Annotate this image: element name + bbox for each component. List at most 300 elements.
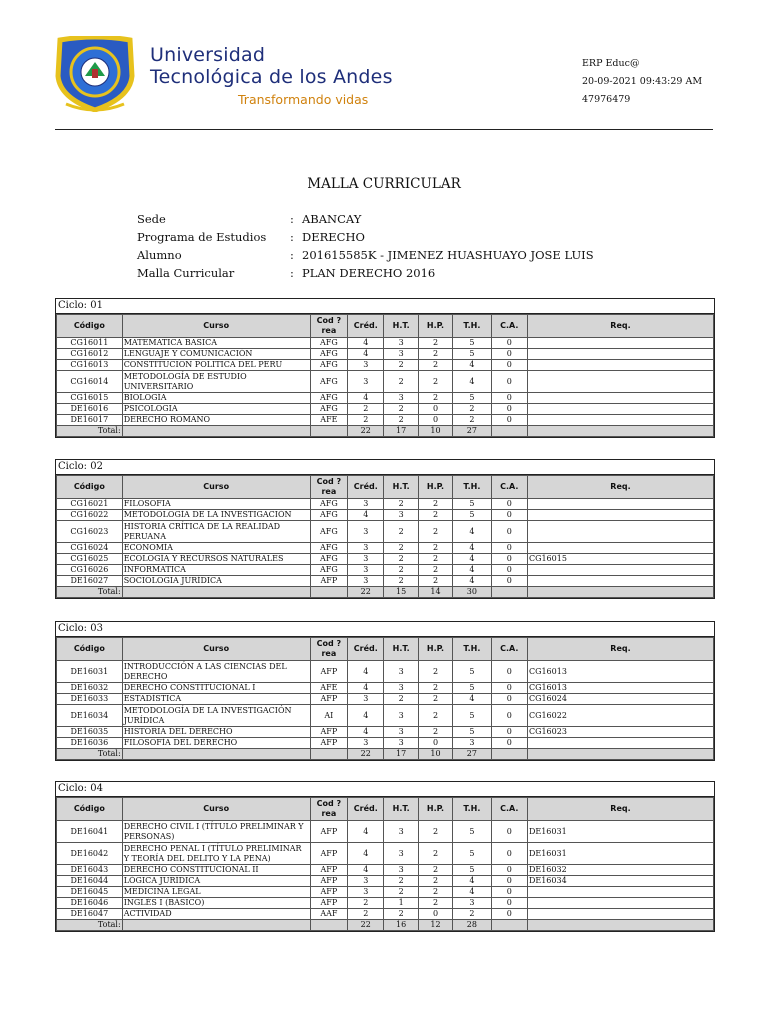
table-row <box>57 661 714 683</box>
table-cell: AI <box>310 705 347 727</box>
print-datetime: 20-09-2021 09:43:29 AM <box>582 76 703 87</box>
info-label: Malla Curricular <box>137 266 235 280</box>
table-cell <box>527 887 713 898</box>
table-cell: ESTADÍSTICA <box>122 694 310 705</box>
table-cell: DE16031 <box>57 661 123 683</box>
total-empty-cell <box>122 426 310 437</box>
table-row <box>57 876 714 887</box>
table-cell: 3 <box>384 349 418 360</box>
column-header: Código <box>57 315 123 338</box>
ciclo-section <box>55 459 715 599</box>
info-value: PLAN DERECHO 2016 <box>302 266 436 280</box>
table-cell: 0 <box>418 415 452 426</box>
table-cell: 2 <box>384 887 418 898</box>
table-cell: 2 <box>418 543 452 554</box>
table-row <box>57 415 714 426</box>
table-cell: 2 <box>348 909 384 920</box>
table-cell <box>527 415 713 426</box>
table-cell: AFG <box>310 565 347 576</box>
total-empty-cell <box>310 426 347 437</box>
table-cell: 3 <box>348 694 384 705</box>
table-cell: AFG <box>310 521 347 543</box>
column-header: T.H. <box>453 638 491 661</box>
table-cell: 2 <box>348 415 384 426</box>
column-header: Req. <box>527 638 713 661</box>
column-header: H.T. <box>384 638 418 661</box>
table-cell: 3 <box>348 738 384 749</box>
table-cell: AFG <box>310 499 347 510</box>
table-cell: 5 <box>453 499 491 510</box>
total-empty-cell <box>122 587 310 598</box>
table-cell: 3 <box>348 554 384 565</box>
brand-block <box>150 44 393 107</box>
total-empty-cell <box>491 587 527 598</box>
table-cell: 4 <box>348 393 384 404</box>
table-cell: 2 <box>418 371 452 393</box>
table-cell: 5 <box>453 727 491 738</box>
table-cell <box>527 521 713 543</box>
table-cell: 2 <box>418 705 452 727</box>
table-row <box>57 404 714 415</box>
column-header: T.H. <box>453 476 491 499</box>
column-header: Créd. <box>348 638 384 661</box>
column-header: H.P. <box>418 638 452 661</box>
table-cell: AFE <box>310 415 347 426</box>
table-cell: 4 <box>453 360 491 371</box>
table-cell: INGLÉS I (BÁSICO) <box>122 898 310 909</box>
table-cell: CG16011 <box>57 338 123 349</box>
table-cell: 3 <box>348 543 384 554</box>
table-cell: 4 <box>453 576 491 587</box>
column-header: Código <box>57 638 123 661</box>
table-cell: DE16027 <box>57 576 123 587</box>
table-cell: 2 <box>418 576 452 587</box>
info-sep: : <box>290 266 294 280</box>
table-cell: AFG <box>310 371 347 393</box>
column-header: T.H. <box>453 315 491 338</box>
column-header: Req. <box>527 798 713 821</box>
table-row <box>57 576 714 587</box>
table-cell: 0 <box>491 393 527 404</box>
total-empty-cell <box>310 587 347 598</box>
table-row <box>57 705 714 727</box>
column-header: H.T. <box>384 476 418 499</box>
table-cell: 3 <box>384 510 418 521</box>
table-cell: 4 <box>453 876 491 887</box>
table-cell: 4 <box>348 727 384 738</box>
header-divider <box>55 129 713 130</box>
table-cell: CG16024 <box>57 543 123 554</box>
table-cell: 4 <box>348 843 384 865</box>
total-label: Total: <box>57 749 123 760</box>
table-cell: DERECHO ROMANO <box>122 415 310 426</box>
table-cell: 0 <box>491 510 527 521</box>
total-empty-cell <box>122 749 310 760</box>
table-cell: MEDICINA LEGAL <box>122 887 310 898</box>
column-header: H.T. <box>384 315 418 338</box>
table-cell: DE16034 <box>57 705 123 727</box>
table-cell: 3 <box>384 865 418 876</box>
info-label: Alumno <box>137 248 182 262</box>
column-header: Curso <box>122 315 310 338</box>
table-cell <box>527 349 713 360</box>
total-empty-cell <box>527 920 713 931</box>
table-row <box>57 393 714 404</box>
info-value: 201615585K - JIMENEZ HUASHUAYO JOSE LUIS <box>302 248 594 262</box>
info-sep: : <box>290 212 294 226</box>
table-cell: DE16032 <box>527 865 713 876</box>
table-cell: 3 <box>348 360 384 371</box>
table-cell: AFG <box>310 393 347 404</box>
table-cell: 2 <box>418 554 452 565</box>
table-cell: DE16047 <box>57 909 123 920</box>
table-cell: 2 <box>384 360 418 371</box>
table-cell: 0 <box>491 415 527 426</box>
erp-meta <box>582 55 702 109</box>
column-header: Créd. <box>348 476 384 499</box>
table-cell: BIOLOGÍA <box>122 393 310 404</box>
column-header: H.T. <box>384 798 418 821</box>
table-cell: CG16014 <box>57 371 123 393</box>
table-cell: 2 <box>384 404 418 415</box>
table-cell: 5 <box>453 705 491 727</box>
table-cell <box>527 338 713 349</box>
table-cell: AFP <box>310 738 347 749</box>
table-cell: 0 <box>491 338 527 349</box>
table-cell: 0 <box>491 349 527 360</box>
table-header-row <box>57 798 714 821</box>
erp-system-name: ERP Educ@ <box>582 58 640 69</box>
table-header-row <box>57 476 714 499</box>
table-cell: 3 <box>384 705 418 727</box>
table-cell: LÓGICA JURÍDICA <box>122 876 310 887</box>
table-cell: AFP <box>310 876 347 887</box>
table-row <box>57 843 714 865</box>
table-cell: 3 <box>348 371 384 393</box>
total-cell: 10 <box>418 426 452 437</box>
table-cell: DERECHO CONSTITUCIONAL I <box>122 683 310 694</box>
total-empty-cell <box>491 426 527 437</box>
table-cell: CG16024 <box>527 694 713 705</box>
table-cell: AFP <box>310 865 347 876</box>
table-cell: CG16012 <box>57 349 123 360</box>
table-cell: 3 <box>384 843 418 865</box>
table-cell <box>527 576 713 587</box>
table-cell: DE16041 <box>57 821 123 843</box>
table-cell: 0 <box>491 360 527 371</box>
table-cell: 4 <box>348 865 384 876</box>
table-cell: 2 <box>418 694 452 705</box>
total-cell: 16 <box>384 920 418 931</box>
table-cell: AFG <box>310 338 347 349</box>
table-cell: DE16034 <box>527 876 713 887</box>
table-cell: DE16042 <box>57 843 123 865</box>
column-header: C.A. <box>491 798 527 821</box>
table-cell: 3 <box>348 876 384 887</box>
info-label: Sede <box>137 212 166 226</box>
table-cell: PSICOLOGIA <box>122 404 310 415</box>
table-cell: MATEMATICA BASICA <box>122 338 310 349</box>
table-cell: 0 <box>491 865 527 876</box>
table-cell: CG16025 <box>57 554 123 565</box>
table-cell: 3 <box>348 521 384 543</box>
total-cell: 14 <box>418 587 452 598</box>
table-cell: AFP <box>310 661 347 683</box>
table-cell: 2 <box>453 415 491 426</box>
table-cell <box>527 499 713 510</box>
table-cell: 0 <box>418 738 452 749</box>
total-empty-cell <box>491 749 527 760</box>
table-cell: 0 <box>418 404 452 415</box>
table-cell: DE16016 <box>57 404 123 415</box>
table-row <box>57 683 714 694</box>
table-cell: CG16022 <box>57 510 123 521</box>
column-header: Curso <box>122 638 310 661</box>
column-header: Curso <box>122 476 310 499</box>
table-cell: 2 <box>418 499 452 510</box>
table-cell: 2 <box>384 876 418 887</box>
table-row <box>57 565 714 576</box>
column-header: Créd. <box>348 798 384 821</box>
table-row <box>57 821 714 843</box>
table-cell: CG16013 <box>527 661 713 683</box>
total-label: Total: <box>57 426 123 437</box>
table-cell: 1 <box>384 898 418 909</box>
total-cell: 28 <box>453 920 491 931</box>
table-cell: 0 <box>491 371 527 393</box>
table-cell: 0 <box>491 565 527 576</box>
table-cell: AFG <box>310 510 347 521</box>
table-cell: 2 <box>418 821 452 843</box>
table-cell: FILOSOFIA <box>122 499 310 510</box>
ciclo-label: Ciclo: 03 <box>56 622 714 637</box>
ciclo-label: Ciclo: 02 <box>56 460 714 475</box>
ciclo-section <box>55 298 715 438</box>
table-cell: 2 <box>418 338 452 349</box>
total-row <box>57 587 714 598</box>
total-empty-cell <box>527 749 713 760</box>
table-row <box>57 499 714 510</box>
table-cell <box>527 909 713 920</box>
table-cell: 2 <box>384 371 418 393</box>
print-code: 47976479 <box>582 94 631 105</box>
table-cell: 0 <box>491 576 527 587</box>
table-cell: AFP <box>310 576 347 587</box>
total-cell: 17 <box>384 426 418 437</box>
column-header: Cod ?rea <box>310 476 347 499</box>
table-cell: 2 <box>418 876 452 887</box>
table-cell: 2 <box>348 898 384 909</box>
table-cell: 2 <box>384 543 418 554</box>
table-cell: AAF <box>310 909 347 920</box>
table-cell: DE16033 <box>57 694 123 705</box>
table-cell: 2 <box>348 404 384 415</box>
table-cell: 4 <box>453 554 491 565</box>
table-cell: 2 <box>418 843 452 865</box>
table-cell: 5 <box>453 338 491 349</box>
table-cell: 2 <box>418 898 452 909</box>
table-cell: 2 <box>384 415 418 426</box>
table-cell <box>527 371 713 393</box>
courses-table <box>56 314 714 437</box>
column-header: Código <box>57 476 123 499</box>
table-cell: 0 <box>491 887 527 898</box>
table-cell: 0 <box>491 694 527 705</box>
table-cell: AFP <box>310 821 347 843</box>
table-cell: METODOLOGÍA DE LA INVESTIGACIÓN JURÍDICA <box>122 705 310 727</box>
column-header: C.A. <box>491 315 527 338</box>
table-cell: 3 <box>348 499 384 510</box>
table-cell <box>527 738 713 749</box>
brand-tagline: Transformando vidas <box>238 92 369 107</box>
total-cell: 22 <box>348 920 384 931</box>
table-cell: 3 <box>384 683 418 694</box>
table-cell: 2 <box>384 521 418 543</box>
table-cell: 2 <box>418 565 452 576</box>
info-value: ABANCAY <box>302 212 362 226</box>
column-header: Código <box>57 798 123 821</box>
courses-table <box>56 797 714 931</box>
table-cell <box>527 898 713 909</box>
column-header: Curso <box>122 798 310 821</box>
table-cell: 4 <box>453 565 491 576</box>
table-cell: DE16031 <box>527 821 713 843</box>
table-cell: METODOLOGÍA DE LA INVESTIGACIÓN <box>122 510 310 521</box>
total-row <box>57 749 714 760</box>
table-cell: AFG <box>310 349 347 360</box>
table-cell: 4 <box>348 661 384 683</box>
table-cell: INTRODUCCIÓN A LAS CIENCIAS DEL DERECHO <box>122 661 310 683</box>
page-title: MALLA CURRICULAR <box>307 176 461 192</box>
table-cell: 0 <box>491 898 527 909</box>
table-row <box>57 543 714 554</box>
table-cell: 2 <box>418 510 452 521</box>
table-cell: 0 <box>491 843 527 865</box>
table-cell: DE16044 <box>57 876 123 887</box>
table-cell: AFP <box>310 843 347 865</box>
table-cell: 4 <box>453 371 491 393</box>
total-cell: 27 <box>453 749 491 760</box>
total-cell: 22 <box>348 587 384 598</box>
table-cell: DERECHO CONSTITUCIONAL II <box>122 865 310 876</box>
table-cell: 4 <box>348 349 384 360</box>
info-value: DERECHO <box>302 230 365 244</box>
table-cell: 0 <box>491 821 527 843</box>
ciclo-label: Ciclo: 01 <box>56 299 714 314</box>
table-cell: 0 <box>491 543 527 554</box>
table-cell: 0 <box>491 876 527 887</box>
table-row <box>57 338 714 349</box>
column-header: Req. <box>527 476 713 499</box>
total-cell: 30 <box>453 587 491 598</box>
column-header: T.H. <box>453 798 491 821</box>
table-cell: LENGUAJE Y COMUNICACIÓN <box>122 349 310 360</box>
table-cell: 2 <box>418 887 452 898</box>
total-row <box>57 920 714 931</box>
table-cell: SOCIOLOGIA JURÍDICA <box>122 576 310 587</box>
table-cell: DE16036 <box>57 738 123 749</box>
column-header: Cod ?rea <box>310 315 347 338</box>
table-cell: 0 <box>491 909 527 920</box>
brand-line-1: Universidad <box>150 44 266 66</box>
column-header: H.P. <box>418 476 452 499</box>
table-cell: 4 <box>453 543 491 554</box>
table-cell: 2 <box>453 909 491 920</box>
table-cell: 5 <box>453 865 491 876</box>
ciclo-section <box>55 781 715 932</box>
table-cell: 3 <box>348 887 384 898</box>
total-label: Total: <box>57 587 123 598</box>
total-empty-cell <box>310 920 347 931</box>
total-row <box>57 426 714 437</box>
table-cell: DE16046 <box>57 898 123 909</box>
table-row <box>57 909 714 920</box>
total-empty-cell <box>122 920 310 931</box>
table-cell: 3 <box>384 661 418 683</box>
table-cell: 4 <box>348 821 384 843</box>
table-cell: 0 <box>491 521 527 543</box>
table-cell: 3 <box>384 338 418 349</box>
total-empty-cell <box>527 587 713 598</box>
table-cell: 3 <box>453 898 491 909</box>
ciclo-label: Ciclo: 04 <box>56 782 714 797</box>
total-cell: 15 <box>384 587 418 598</box>
table-row <box>57 738 714 749</box>
table-cell: 0 <box>491 705 527 727</box>
table-cell: 3 <box>384 727 418 738</box>
table-cell: AFG <box>310 543 347 554</box>
table-cell: AFG <box>310 404 347 415</box>
table-cell: 3 <box>348 565 384 576</box>
table-cell: 2 <box>384 565 418 576</box>
table-cell <box>527 565 713 576</box>
info-sep: : <box>290 230 294 244</box>
info-sep: : <box>290 248 294 262</box>
table-row <box>57 554 714 565</box>
table-row <box>57 349 714 360</box>
table-cell: DERECHO PENAL I (TÍTULO PRELIMINAR Y TEORÍA DEL DELITO Y LA PENA) <box>122 843 310 865</box>
table-cell: 4 <box>453 694 491 705</box>
courses-table <box>56 637 714 760</box>
table-cell: 5 <box>453 349 491 360</box>
table-cell: 5 <box>453 821 491 843</box>
table-cell <box>527 360 713 371</box>
table-cell: 2 <box>418 683 452 694</box>
table-cell: HISTORIA DEL DERECHO <box>122 727 310 738</box>
table-cell: CONSTITUCION POLITICA DEL PERU <box>122 360 310 371</box>
table-cell <box>527 393 713 404</box>
table-cell: AFE <box>310 683 347 694</box>
university-logo <box>52 36 138 112</box>
table-cell: 5 <box>453 393 491 404</box>
table-cell: DE16017 <box>57 415 123 426</box>
table-cell: 2 <box>384 499 418 510</box>
table-cell: AFP <box>310 694 347 705</box>
table-cell: CG16023 <box>57 521 123 543</box>
table-cell: 3 <box>384 393 418 404</box>
column-header: Req. <box>527 315 713 338</box>
column-header: Cod ?rea <box>310 638 347 661</box>
column-header: H.P. <box>418 798 452 821</box>
table-cell: 2 <box>453 404 491 415</box>
table-cell: 4 <box>348 338 384 349</box>
table-cell: 0 <box>491 499 527 510</box>
column-header: C.A. <box>491 476 527 499</box>
table-cell: FILOSOFÍA DEL DERECHO <box>122 738 310 749</box>
table-cell: CG16022 <box>527 705 713 727</box>
table-cell: 3 <box>348 576 384 587</box>
table-cell: 5 <box>453 843 491 865</box>
